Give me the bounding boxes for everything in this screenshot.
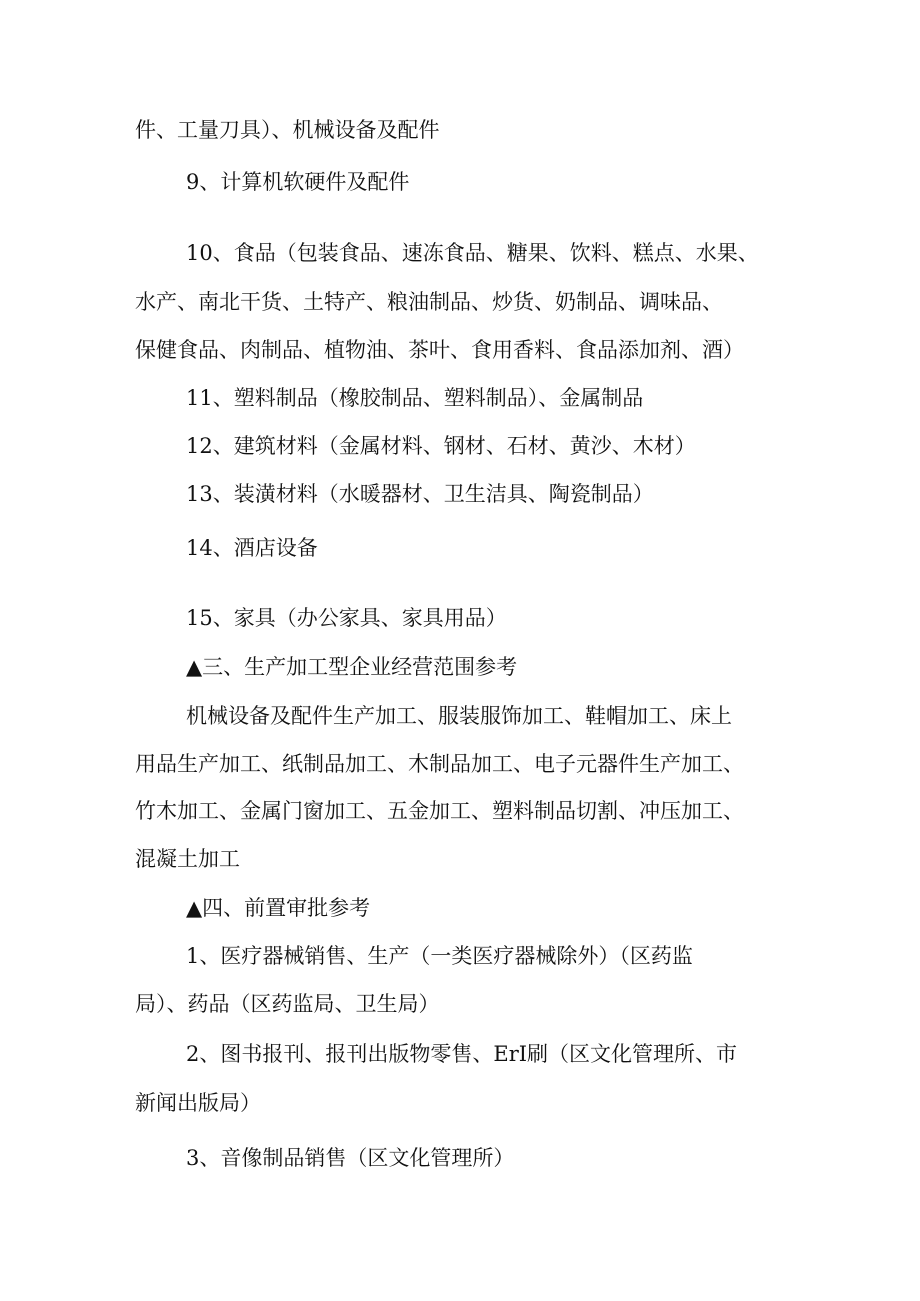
list-item-15: 15、家具（办公家具、家具用品） xyxy=(186,606,507,630)
list-item-12: 12、建筑材料（金属材料、钢材、石材、黄沙、木材） xyxy=(186,434,696,458)
approval-item-2: 2、图书报刊、报刊出版物零售、ErI刷（区文化管理所、市 xyxy=(186,1042,738,1066)
text-line-continuation: 件、工量刀具）、机械设备及配件 xyxy=(135,118,440,142)
list-item-10: 10、食品（包装食品、速冻食品、糖果、饮料、糕点、水果、 xyxy=(186,241,759,265)
section-heading-3: ▲三、生产加工型企业经营范围参考 xyxy=(186,655,518,679)
approval-item-1-line-2: 局）、药品（区药监局、卫生局） xyxy=(135,992,440,1016)
list-item-13: 13、装潢材料（水暖器材、卫生洁具、陶瓷制品） xyxy=(186,482,654,506)
paragraph-line-1: 机械设备及配件生产加工、服装服饰加工、鞋帽加工、床上 xyxy=(186,704,732,728)
paragraph-line-3: 竹木加工、金属门窗加工、五金加工、塑料制品切割、冲压加工、 xyxy=(135,799,744,823)
list-item-14: 14、酒店设备 xyxy=(186,536,318,560)
list-item-10-line-3: 保健食品、肉制品、植物油、茶叶、食用香料、食品添加剂、酒） xyxy=(135,338,744,362)
paragraph-line-2: 用品生产加工、纸制品加工、木制品加工、电子元器件生产加工、 xyxy=(135,752,744,776)
approval-item-1: 1、医疗器械销售、生产（一类医疗器械除外）（区药监 xyxy=(186,944,693,968)
list-item-11: 11、塑料制品（橡胶制品、塑料制品）、金属制品 xyxy=(186,386,644,410)
paragraph-line-4: 混凝土加工 xyxy=(135,847,240,871)
section-heading-4: ▲四、前置审批参考 xyxy=(186,896,371,920)
approval-item-2-line-2: 新闻出版局） xyxy=(135,1091,261,1115)
approval-item-3: 3、音像制品销售（区文化管理所） xyxy=(186,1146,515,1170)
list-item-10-line-2: 水产、南北干货、土特产、粮油制品、炒货、奶制品、调味品、 xyxy=(135,290,723,314)
list-item-9: 9、计算机软硬件及配件 xyxy=(186,170,410,194)
